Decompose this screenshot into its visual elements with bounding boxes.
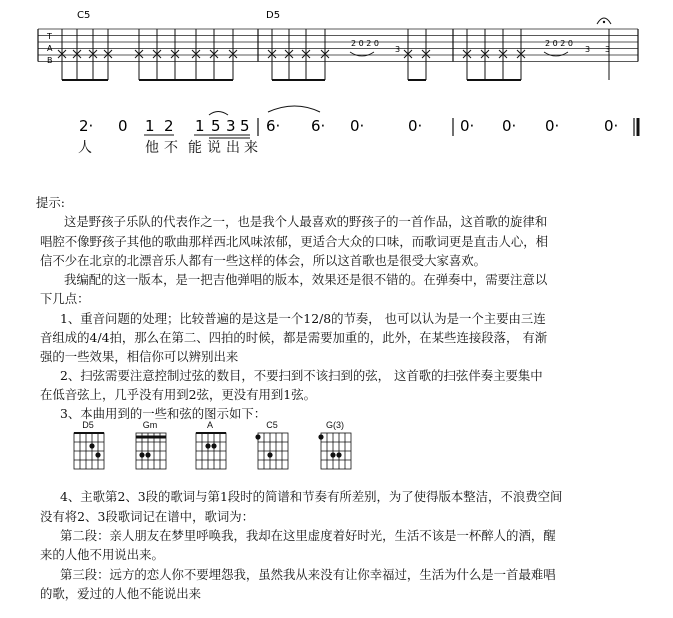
jianpu-note: 2· (79, 117, 94, 135)
jianpu-note: 0· (408, 117, 423, 135)
jianpu-note: 0· (545, 117, 560, 135)
chord-diagram-c5 (248, 420, 296, 478)
jianpu-note: 0· (350, 117, 365, 135)
jianpu-note: 3 (226, 117, 236, 135)
fret-group-1: 2 0 2 0 (351, 39, 379, 48)
chord-diagram-g3 (311, 420, 359, 478)
paragraph-line: 3、本曲用到的一些和弦的图示如下： (60, 406, 267, 421)
paragraph-line: 2、扫弦需要注意控制过弦的数目，不要扫到不该扫到的弦， 这首歌的扫弦伴奏主要集中 (60, 368, 543, 383)
chord-name: Gm (142, 420, 158, 430)
tab-letter-b: B (47, 56, 53, 65)
jianpu-note: 2 (164, 117, 174, 135)
chord-label-d5: D5 (266, 10, 281, 21)
chord-name: D5 (82, 420, 94, 430)
chord-diagram-gm (126, 420, 174, 478)
paragraph-line: 这是野孩子乐队的代表作之一，也是我个人最喜欢的野孩子的一首作品，这首歌的旋律和 (64, 214, 548, 229)
paragraph-line: 来的人他不用说出来。 (40, 547, 164, 562)
notes-heading: 提示: (36, 195, 65, 210)
fret-group-1b: 3 (395, 45, 401, 54)
paragraph-line: 我编配的这一版本，是一把吉他弹唱的版本，效果还是很不错的。在弹奏中，需要注意以 (64, 272, 548, 287)
chord-name: C5 (266, 420, 278, 430)
guitar-tab-staff (0, 0, 673, 170)
paragraph-line: 在低音弦上，几乎没有用到2弦，更没有用到1弦。 (40, 387, 316, 402)
jianpu-note: 6· (311, 117, 326, 135)
jianpu-note: 5 (240, 117, 250, 135)
lyric-char: 来 (244, 140, 258, 156)
jianpu-note: 1 (195, 117, 205, 135)
paragraph-line: 强的一些效果，相信你可以辨别出来 (40, 349, 239, 364)
jianpu-note: 6· (266, 117, 281, 135)
paragraph-line: 下几点： (40, 291, 90, 306)
jianpu-note: 5 (211, 117, 221, 135)
chord-diagram-d5 (64, 420, 112, 478)
chord-name: G(3) (326, 420, 344, 430)
strum-marks (58, 29, 609, 80)
lyric-char: 不 (164, 140, 178, 156)
paragraph-line: 4、主歌第2、3段的歌词与第1段时的简谱和节奏有所差别，为了使得版本整洁，不浪费空间 (60, 489, 563, 504)
paragraph-line: 没有将2、3段歌词记在谱中，歌词为： (40, 509, 255, 524)
jianpu-row (79, 117, 618, 135)
jianpu-note: 0· (604, 117, 619, 135)
paragraph-line: 第二段：亲人朋友在梦里呼唤我，我却在这里虚度着好时光，生活不该是一杯醉人的酒，醒 (60, 528, 556, 543)
jianpu-note: 0· (502, 117, 517, 135)
tab-letter-t: T (47, 32, 52, 41)
jianpu-note: 1 (145, 117, 155, 135)
chord-diagram-a (186, 420, 234, 478)
paragraph-line: 第三段：远方的恋人你不要埋怨我，虽然我从来没有让你幸福过，生活为什么是一首最难唱 (60, 567, 556, 582)
chord-name: A (206, 420, 213, 430)
fret-group-2: 2 0 2 0 (545, 39, 573, 48)
chord-label-c5: C5 (77, 10, 91, 21)
jianpu-note: 0· (460, 117, 475, 135)
lyric-char: 能 (188, 140, 202, 156)
paragraph-line: 唱腔不像野孩子其他的歌曲那样西北风味浓郁，更适合大众的口味，而歌词更是直击人心，相 (40, 234, 549, 249)
lyric-char: 他 (145, 140, 159, 156)
lyric-char: 人 (78, 140, 92, 156)
paragraph-line: 1、重音问题的处理；比较普遍的是这是一个12/8的节奏， 也可以认为是一个主要由三连 (60, 311, 546, 326)
lyric-char: 说 (207, 140, 221, 156)
tab-letter-a: A (47, 44, 53, 53)
paragraph-line: 信不少在北京的北漂音乐人都有一些这样的体会，所以这首歌也是很受大家喜欢。 (40, 253, 487, 268)
fret-group-2b: 3 (585, 45, 591, 54)
lyric-char: 出 (226, 140, 240, 156)
fret-last: 3 (605, 45, 611, 54)
jianpu-note: 0 (118, 117, 128, 135)
paragraph-line: 音组成的4/4拍，那么在第二、四拍的时候，都是需要加重的，此外，在某些连接段落， 有渐 (40, 330, 548, 345)
paragraph-line: 的歌，爱过的人他不能说出来 (40, 586, 202, 601)
